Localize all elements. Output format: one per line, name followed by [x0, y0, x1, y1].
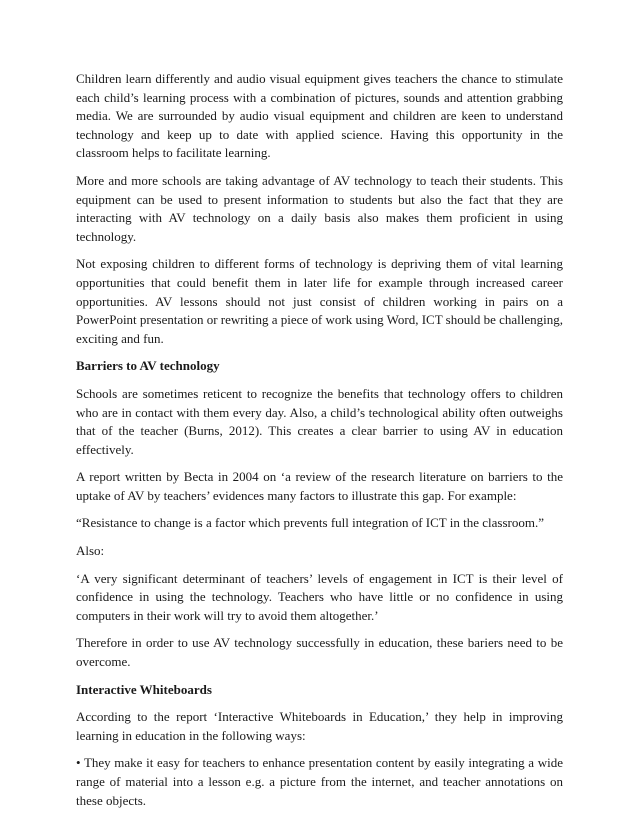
heading-whiteboards: Interactive Whiteboards — [76, 681, 212, 697]
heading-barriers: Barriers to AV technology — [76, 358, 220, 374]
paragraph-therefore: Therefore in order to use AV technology successfully in education, these bariers need to be overcome. — [76, 635, 563, 670]
quote-resistance: “Resistance to change is a factor which prevents full integration of ICT in the classroom.” — [76, 515, 544, 531]
document-page — [76, 70, 563, 819]
paragraph-also: Also: — [76, 543, 105, 559]
paragraph-schools: More and more schools are taking advantage of AV technology to teach their students. This equipment can be used to present information to students but also the fact that they are interacting with AV technology on a daily basis also makes them proficient in using technology. — [76, 172, 563, 244]
paragraph-intro: Children learn differently and audio visual equipment gives teachers the chance to stimulate each child’s learning process with a combination of pictures, sounds and attention grabbing media. We are surrounded by audio visual equipment and children are keen to understand technology and keep up to date with applied science. Having this opportunity in the classroom helps to facilitate learning. — [76, 71, 563, 161]
paragraph-reticent: Schools are sometimes reticent to recognize the benefits that technology offers to children who are in contact with them every day. Also, a child’s technological ability often outweighs that of the teacher (Burns, 2012). This creates a clear barrier to using AV in education effectively. — [76, 385, 563, 457]
paragraph-report: According to the report ‘Interactive Whiteboards in Education,’ they help in improving learning in education in the following ways: — [76, 709, 563, 743]
bullet-item: • They make it easy for teachers to enhance presentation content by easily integrating a wide range of material into a lesson e.g. a picture from the internet, and teacher annotations on these objects. — [76, 755, 563, 808]
paragraph-exposure: Not exposing children to different forms of technology is depriving them of vital learning opportunities that could benefit them in later life for example through increased career opportunities. AV lessons should not just consist of children working in pairs on a PowerPoint presentation or rewriting a piece of work using Word, ICT should be challenging, exciting and fun. — [76, 256, 563, 346]
quote-confidence: ‘A very significant determinant of teachers’ levels of engagement in ICT is their level of confidence in using the technology. Teachers who have little or no confidence in using computers in their work will try to avoid them altogether.’ — [76, 570, 563, 623]
paragraph-becta: A report written by Becta in 2004 on ‘a review of the research literature on barriers to the uptake of AV by teachers’ evidences many factors to illustrate this gap. For example: — [76, 469, 563, 503]
